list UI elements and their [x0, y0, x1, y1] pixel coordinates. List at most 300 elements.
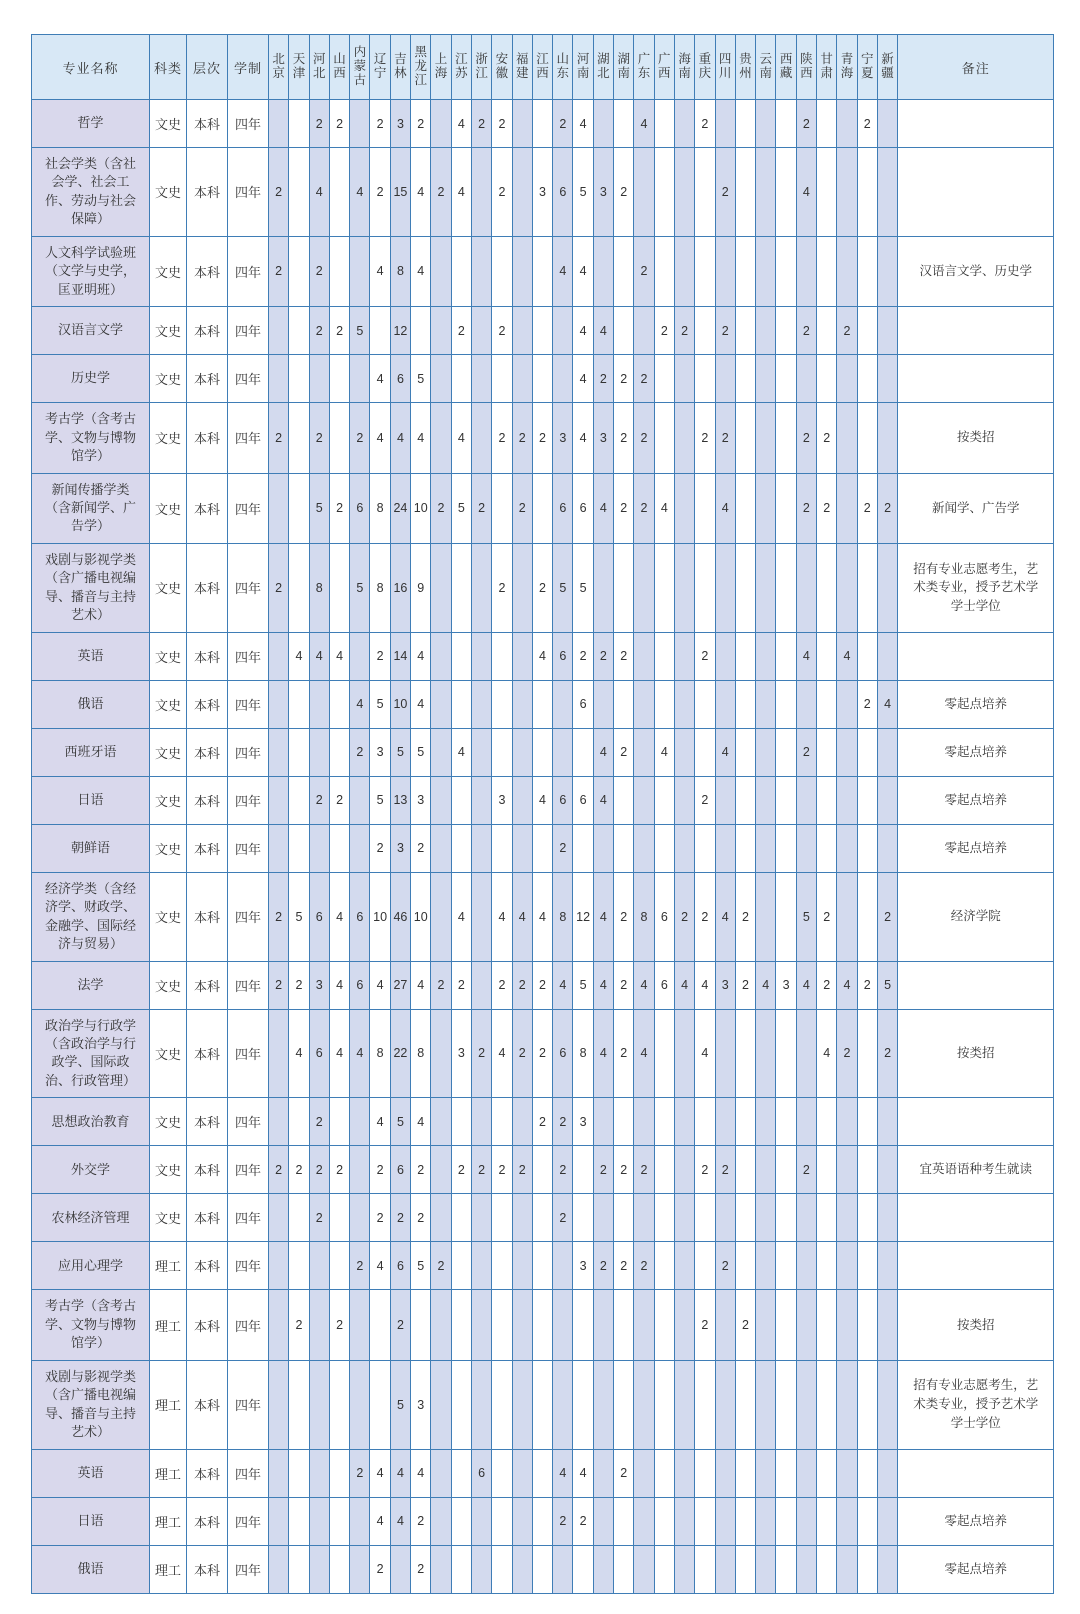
value-cell — [329, 1449, 349, 1497]
major-cell: 俄语 — [32, 1545, 150, 1593]
value-cell — [451, 1242, 471, 1290]
value-cell: 3 — [776, 961, 796, 1009]
duration-cell: 四年 — [228, 824, 269, 872]
value-cell — [269, 355, 289, 403]
level-cell: 本科 — [187, 1098, 228, 1146]
value-cell — [451, 1545, 471, 1593]
value-cell — [654, 1290, 674, 1360]
level-column-header: 层次 — [187, 35, 228, 100]
value-cell — [776, 100, 796, 148]
category-cell: 文史 — [150, 355, 187, 403]
value-cell: 4 — [573, 1449, 593, 1497]
value-cell — [817, 236, 837, 306]
value-cell — [776, 1194, 796, 1242]
duration-cell: 四年 — [228, 961, 269, 1009]
value-cell — [674, 1360, 694, 1449]
province-header: 西 藏 — [776, 35, 796, 100]
value-cell: 2 — [573, 1497, 593, 1545]
value-cell: 4 — [877, 680, 897, 728]
value-cell — [796, 1242, 816, 1290]
value-cell — [451, 355, 471, 403]
value-cell — [796, 1194, 816, 1242]
value-cell: 2 — [553, 1098, 573, 1146]
value-cell: 2 — [634, 1146, 654, 1194]
value-cell — [796, 543, 816, 632]
value-cell: 2 — [614, 1449, 634, 1497]
value-cell: 4 — [370, 1098, 390, 1146]
value-cell: 13 — [390, 776, 410, 824]
value-cell: 2 — [471, 473, 491, 543]
table-row — [32, 872, 1054, 961]
value-cell — [674, 728, 694, 776]
table-row — [32, 1242, 1054, 1290]
value-cell — [471, 1497, 491, 1545]
value-cell: 4 — [796, 961, 816, 1009]
major-cell: 英语 — [32, 1449, 150, 1497]
duration-cell: 四年 — [228, 1242, 269, 1290]
value-cell — [451, 543, 471, 632]
value-cell — [350, 1098, 370, 1146]
value-cell: 4 — [553, 961, 573, 1009]
value-cell: 2 — [634, 236, 654, 306]
value-cell: 2 — [309, 236, 329, 306]
value-cell — [877, 1242, 897, 1290]
value-cell — [289, 403, 309, 473]
value-cell — [634, 1497, 654, 1545]
value-cell — [654, 632, 674, 680]
major-cell: 新闻传播学类（含新闻学、广告学） — [32, 473, 150, 543]
value-cell — [857, 632, 877, 680]
value-cell — [532, 1449, 552, 1497]
value-cell — [674, 148, 694, 237]
value-cell: 5 — [370, 776, 390, 824]
value-cell — [573, 1194, 593, 1242]
value-cell — [756, 403, 776, 473]
value-cell — [735, 100, 755, 148]
table-row — [32, 961, 1054, 1009]
value-cell: 2 — [492, 148, 512, 237]
value-cell — [674, 403, 694, 473]
value-cell: 4 — [390, 1449, 410, 1497]
value-cell — [715, 680, 735, 728]
value-cell — [471, 1242, 491, 1290]
value-cell: 8 — [309, 543, 329, 632]
table-row — [32, 543, 1054, 632]
value-cell: 2 — [877, 872, 897, 961]
major-cell: 考古学（含考古学、文物与博物馆学） — [32, 1290, 150, 1360]
value-cell — [553, 1360, 573, 1449]
value-cell: 4 — [553, 1449, 573, 1497]
value-cell — [654, 1360, 674, 1449]
value-cell — [451, 680, 471, 728]
value-cell: 2 — [735, 872, 755, 961]
value-cell — [654, 355, 674, 403]
value-cell: 4 — [532, 872, 552, 961]
value-cell — [634, 728, 654, 776]
value-cell: 2 — [553, 824, 573, 872]
table-row — [32, 1098, 1054, 1146]
value-cell — [877, 543, 897, 632]
major-cell: 经济学类（含经济学、财政学、金融学、国际经济与贸易） — [32, 872, 150, 961]
value-cell — [350, 1545, 370, 1593]
value-cell: 2 — [695, 872, 715, 961]
value-cell: 3 — [451, 1009, 471, 1098]
remark-cell: 按类招 — [898, 1290, 1054, 1360]
value-cell — [796, 680, 816, 728]
value-cell — [431, 403, 451, 473]
value-cell: 2 — [634, 403, 654, 473]
value-cell — [471, 728, 491, 776]
value-cell: 2 — [329, 776, 349, 824]
level-cell: 本科 — [187, 728, 228, 776]
value-cell — [492, 632, 512, 680]
value-cell: 4 — [451, 148, 471, 237]
value-cell — [614, 236, 634, 306]
value-cell: 2 — [431, 1242, 451, 1290]
value-cell — [431, 1449, 451, 1497]
value-cell — [634, 543, 654, 632]
value-cell: 6 — [390, 355, 410, 403]
value-cell — [634, 1098, 654, 1146]
category-cell: 文史 — [150, 1098, 187, 1146]
value-cell: 8 — [634, 872, 654, 961]
value-cell: 2 — [451, 307, 471, 355]
value-cell — [715, 776, 735, 824]
major-cell: 政治学与行政学（含政治学与行政学、国际政治、行政管理） — [32, 1009, 150, 1098]
value-cell: 2 — [309, 307, 329, 355]
value-cell: 4 — [593, 728, 613, 776]
value-cell: 5 — [573, 148, 593, 237]
value-cell — [857, 1290, 877, 1360]
province-header: 吉 林 — [390, 35, 410, 100]
value-cell — [735, 680, 755, 728]
value-cell — [877, 776, 897, 824]
value-cell: 6 — [350, 961, 370, 1009]
value-cell — [837, 1497, 857, 1545]
value-cell: 2 — [674, 307, 694, 355]
major-cell: 哲学 — [32, 100, 150, 148]
value-cell: 4 — [796, 148, 816, 237]
value-cell — [715, 543, 735, 632]
table-row — [32, 1009, 1054, 1098]
value-cell — [269, 1360, 289, 1449]
category-cell: 理工 — [150, 1497, 187, 1545]
value-cell — [674, 1449, 694, 1497]
value-cell: 2 — [431, 961, 451, 1009]
value-cell: 5 — [451, 473, 471, 543]
value-cell — [532, 1290, 552, 1360]
value-cell — [735, 1009, 755, 1098]
province-header: 内 蒙 古 — [350, 35, 370, 100]
value-cell: 2 — [857, 680, 877, 728]
value-cell: 4 — [492, 1009, 512, 1098]
value-cell: 5 — [390, 728, 410, 776]
value-cell — [634, 1545, 654, 1593]
value-cell — [654, 680, 674, 728]
value-cell: 2 — [492, 100, 512, 148]
value-cell — [857, 1449, 877, 1497]
value-cell: 4 — [695, 961, 715, 1009]
value-cell: 4 — [674, 961, 694, 1009]
value-cell: 2 — [411, 1545, 431, 1593]
value-cell: 4 — [715, 872, 735, 961]
value-cell — [451, 776, 471, 824]
value-cell: 2 — [471, 100, 491, 148]
category-cell: 理工 — [150, 1449, 187, 1497]
value-cell — [329, 148, 349, 237]
remark-cell — [898, 307, 1054, 355]
category-cell: 理工 — [150, 1545, 187, 1593]
value-cell — [735, 403, 755, 473]
value-cell — [735, 543, 755, 632]
value-cell — [492, 680, 512, 728]
value-cell — [735, 1497, 755, 1545]
value-cell — [309, 1242, 329, 1290]
value-cell — [269, 473, 289, 543]
value-cell — [614, 543, 634, 632]
value-cell: 4 — [451, 100, 471, 148]
value-cell: 2 — [411, 100, 431, 148]
value-cell: 2 — [614, 148, 634, 237]
value-cell: 2 — [492, 961, 512, 1009]
value-cell — [756, 1194, 776, 1242]
value-cell: 2 — [593, 632, 613, 680]
table-row — [32, 680, 1054, 728]
value-cell — [674, 1098, 694, 1146]
value-cell — [776, 1360, 796, 1449]
value-cell: 2 — [614, 632, 634, 680]
value-cell — [431, 680, 451, 728]
value-cell: 4 — [289, 632, 309, 680]
value-cell: 2 — [796, 473, 816, 543]
value-cell — [553, 728, 573, 776]
value-cell: 4 — [350, 1009, 370, 1098]
value-cell: 2 — [695, 632, 715, 680]
value-cell — [715, 236, 735, 306]
table-row — [32, 473, 1054, 543]
value-cell: 2 — [411, 1146, 431, 1194]
value-cell: 10 — [411, 473, 431, 543]
value-cell — [695, 148, 715, 237]
value-cell — [695, 1242, 715, 1290]
duration-cell: 四年 — [228, 1290, 269, 1360]
value-cell — [877, 1449, 897, 1497]
value-cell — [309, 1449, 329, 1497]
value-cell — [877, 1360, 897, 1449]
level-cell: 本科 — [187, 1545, 228, 1593]
value-cell: 3 — [411, 776, 431, 824]
value-cell — [431, 100, 451, 148]
value-cell: 2 — [695, 1146, 715, 1194]
value-cell: 2 — [329, 307, 349, 355]
value-cell — [634, 632, 654, 680]
category-cell: 理工 — [150, 1290, 187, 1360]
province-header: 陕 西 — [796, 35, 816, 100]
value-cell: 3 — [309, 961, 329, 1009]
table-row — [32, 1449, 1054, 1497]
value-cell — [817, 307, 837, 355]
duration-cell: 四年 — [228, 1194, 269, 1242]
value-cell: 4 — [593, 307, 613, 355]
value-cell: 2 — [837, 1009, 857, 1098]
value-cell — [431, 824, 451, 872]
value-cell: 5 — [350, 543, 370, 632]
value-cell: 2 — [329, 473, 349, 543]
value-cell: 2 — [471, 1009, 491, 1098]
value-cell — [553, 1545, 573, 1593]
province-header: 云 南 — [756, 35, 776, 100]
value-cell: 2 — [614, 872, 634, 961]
province-header: 海 南 — [674, 35, 694, 100]
value-cell: 4 — [634, 1009, 654, 1098]
value-cell — [776, 403, 796, 473]
value-cell — [492, 1194, 512, 1242]
value-cell: 2 — [512, 403, 532, 473]
value-cell — [695, 1497, 715, 1545]
value-cell: 4 — [796, 632, 816, 680]
value-cell — [431, 872, 451, 961]
value-cell: 2 — [532, 543, 552, 632]
value-cell: 2 — [634, 473, 654, 543]
value-cell — [877, 728, 897, 776]
value-cell — [614, 776, 634, 824]
category-cell: 文史 — [150, 961, 187, 1009]
value-cell — [614, 824, 634, 872]
value-cell: 2 — [573, 632, 593, 680]
value-cell — [796, 776, 816, 824]
value-cell: 2 — [431, 148, 451, 237]
value-cell: 2 — [796, 728, 816, 776]
value-cell — [431, 355, 451, 403]
value-cell: 6 — [553, 632, 573, 680]
major-cell: 应用心理学 — [32, 1242, 150, 1290]
value-cell — [715, 1290, 735, 1360]
value-cell — [471, 872, 491, 961]
value-cell — [877, 1194, 897, 1242]
value-cell — [492, 1497, 512, 1545]
value-cell — [512, 100, 532, 148]
value-cell: 2 — [817, 403, 837, 473]
value-cell: 4 — [593, 1009, 613, 1098]
value-cell — [877, 1146, 897, 1194]
value-cell: 27 — [390, 961, 410, 1009]
value-cell — [431, 1497, 451, 1545]
value-cell — [593, 824, 613, 872]
value-cell: 3 — [390, 824, 410, 872]
value-cell — [776, 1290, 796, 1360]
value-cell — [837, 728, 857, 776]
value-cell — [857, 236, 877, 306]
value-cell: 6 — [350, 872, 370, 961]
table-row — [32, 1545, 1054, 1593]
province-header: 江 苏 — [451, 35, 471, 100]
value-cell — [837, 236, 857, 306]
value-cell — [837, 1242, 857, 1290]
value-cell: 6 — [573, 473, 593, 543]
remark-cell — [898, 1194, 1054, 1242]
level-cell: 本科 — [187, 1497, 228, 1545]
value-cell: 2 — [512, 1009, 532, 1098]
province-header: 重 庆 — [695, 35, 715, 100]
value-cell: 2 — [411, 1194, 431, 1242]
value-cell — [471, 632, 491, 680]
duration-cell: 四年 — [228, 1497, 269, 1545]
value-cell — [329, 1545, 349, 1593]
value-cell: 15 — [390, 148, 410, 237]
major-cell: 考古学（含考古学、文物与博物馆学） — [32, 403, 150, 473]
value-cell — [451, 1194, 471, 1242]
value-cell: 2 — [269, 1146, 289, 1194]
value-cell — [776, 680, 796, 728]
remark-cell — [898, 632, 1054, 680]
value-cell: 6 — [390, 1146, 410, 1194]
major-cell: 英语 — [32, 632, 150, 680]
value-cell — [796, 1360, 816, 1449]
value-cell: 5 — [390, 1360, 410, 1449]
value-cell — [512, 1242, 532, 1290]
value-cell — [350, 236, 370, 306]
value-cell — [512, 1194, 532, 1242]
major-cell: 外交学 — [32, 1146, 150, 1194]
value-cell: 2 — [370, 100, 390, 148]
value-cell: 2 — [614, 1009, 634, 1098]
value-cell — [350, 824, 370, 872]
value-cell: 6 — [471, 1449, 491, 1497]
value-cell: 4 — [309, 632, 329, 680]
province-header: 安 徽 — [492, 35, 512, 100]
value-cell: 4 — [715, 728, 735, 776]
table-row — [32, 403, 1054, 473]
value-cell — [634, 680, 654, 728]
value-cell — [735, 1360, 755, 1449]
value-cell: 4 — [451, 403, 471, 473]
value-cell — [512, 1360, 532, 1449]
duration-cell: 四年 — [228, 776, 269, 824]
value-cell: 2 — [451, 1146, 471, 1194]
value-cell — [492, 355, 512, 403]
value-cell — [756, 1449, 776, 1497]
value-cell — [877, 307, 897, 355]
value-cell — [735, 728, 755, 776]
value-cell — [857, 776, 877, 824]
remark-cell — [898, 1098, 1054, 1146]
value-cell — [350, 1146, 370, 1194]
value-cell: 2 — [370, 1545, 390, 1593]
value-cell: 4 — [573, 355, 593, 403]
value-cell — [695, 473, 715, 543]
value-cell — [532, 1497, 552, 1545]
value-cell: 3 — [573, 1098, 593, 1146]
value-cell — [776, 355, 796, 403]
value-cell — [269, 1545, 289, 1593]
value-cell — [756, 1290, 776, 1360]
value-cell — [634, 1194, 654, 1242]
value-cell — [817, 1242, 837, 1290]
level-cell: 本科 — [187, 543, 228, 632]
duration-cell: 四年 — [228, 355, 269, 403]
value-cell — [431, 1098, 451, 1146]
value-cell — [532, 473, 552, 543]
category-cell: 文史 — [150, 403, 187, 473]
value-cell: 4 — [411, 1449, 431, 1497]
value-cell — [837, 1545, 857, 1593]
value-cell — [512, 1098, 532, 1146]
value-cell: 4 — [289, 1009, 309, 1098]
value-cell — [735, 236, 755, 306]
value-cell — [857, 307, 877, 355]
value-cell — [695, 236, 715, 306]
value-cell: 2 — [593, 355, 613, 403]
